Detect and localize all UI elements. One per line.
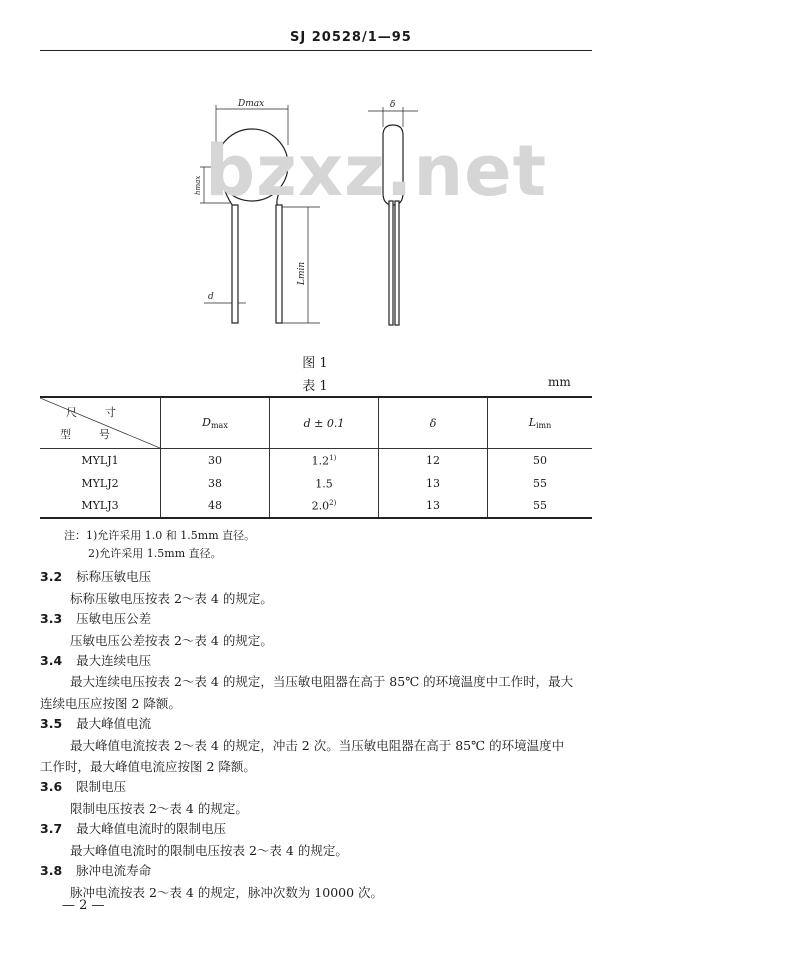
- section-heading: 3.4 最大连续电压: [40, 653, 152, 668]
- section-body: 标称压敏电压按表 2～表 4 的规定。: [70, 591, 273, 606]
- dimension-table: [40, 396, 592, 519]
- standard-code: SJ 20528/1—95: [290, 30, 412, 45]
- cell-dmax: 48: [161, 495, 270, 518]
- cell-delta: 13: [379, 495, 488, 518]
- table-row: [40, 473, 592, 495]
- table-row: [40, 495, 592, 518]
- hmax-label: hmax: [194, 175, 202, 195]
- table-caption: 表 1: [302, 379, 328, 394]
- section-body: 最大峰值电流时的限制电压按表 2～表 4 的规定。: [70, 843, 348, 858]
- cell-lmin: 55: [488, 473, 593, 495]
- cell-lmin: 50: [488, 449, 593, 473]
- table-header-row: [40, 397, 592, 449]
- watermark: bzxz.net: [205, 130, 548, 212]
- figure-caption: 图 1: [302, 356, 328, 371]
- cell-lmin: 55: [488, 495, 593, 518]
- cell-model: MYLJ1: [40, 449, 161, 473]
- section-heading: 3.2 标称压敏电压: [40, 569, 152, 584]
- table-row: [40, 449, 592, 473]
- table-unit: mm: [548, 375, 571, 389]
- corner-cell: [40, 397, 161, 449]
- col-d-header: d ± 0.1: [270, 397, 379, 449]
- section-body: 连续电压应按图 2 降额。: [40, 696, 181, 711]
- table-note-2: 2)允许采用 1.5mm 直径。: [88, 547, 222, 560]
- lead-left: [232, 205, 238, 323]
- page-number: — 2 —: [62, 898, 105, 913]
- section-heading: 3.8 脉冲电流寿命: [40, 863, 152, 878]
- d-label: d: [208, 292, 214, 302]
- col-delta-header: δ: [379, 397, 488, 449]
- dmax-label: Dmax: [238, 99, 265, 109]
- section-body: 工作时，最大峰值电流应按图 2 降额。: [40, 759, 256, 774]
- cell-d: 1.2$^{1)}$: [270, 449, 379, 473]
- section-body: 最大峰值电流按表 2～表 4 的规定，冲击 2 次。当压敏电阻器在高于 85℃ 的环境温度中: [70, 738, 565, 753]
- section-heading: 3.3 压敏电压公差: [40, 611, 152, 626]
- cell-delta: 13: [379, 473, 488, 495]
- section-heading: 3.6 限制电压: [40, 779, 127, 794]
- lmin-label: Lmin: [297, 261, 307, 285]
- cell-d: 1.5: [270, 473, 379, 495]
- section-body: 脉冲电流按表 2～表 4 的规定，脉冲次数为 10000 次。: [70, 885, 384, 900]
- corner-top: 尺寸: [66, 406, 144, 419]
- delta-label: δ: [390, 100, 396, 110]
- lead-right: [276, 205, 282, 323]
- section-heading: 3.7 最大峰值电流时的限制电压: [40, 821, 227, 836]
- cell-dmax: 30: [161, 449, 270, 473]
- side-lead-1: [389, 201, 393, 325]
- section-body: 最大连续电压按表 2～表 4 的规定，当压敏电阻器在高于 85℃ 的环境温度中工作时，最大: [70, 674, 574, 689]
- cell-model: MYLJ2: [40, 473, 161, 495]
- cell-model: MYLJ3: [40, 495, 161, 518]
- corner-bottom: 型号: [60, 428, 138, 441]
- cell-d: 2.0$^{2)}$: [270, 495, 379, 518]
- section-heading: 3.5 最大峰值电流: [40, 716, 152, 731]
- col-dmax-header: $D_{max}$: [161, 397, 270, 449]
- cell-delta: 12: [379, 449, 488, 473]
- header-rule: [40, 50, 592, 51]
- side-lead-2: [395, 201, 399, 325]
- section-body: 限制电压按表 2～表 4 的规定。: [70, 801, 248, 816]
- col-l-header: $L_{imn}$: [488, 397, 593, 449]
- cell-dmax: 38: [161, 473, 270, 495]
- section-body: 压敏电压公差按表 2～表 4 的规定。: [70, 633, 273, 648]
- table-note-1: 注：1)允许采用 1.0 和 1.5mm 直径。: [64, 529, 256, 542]
